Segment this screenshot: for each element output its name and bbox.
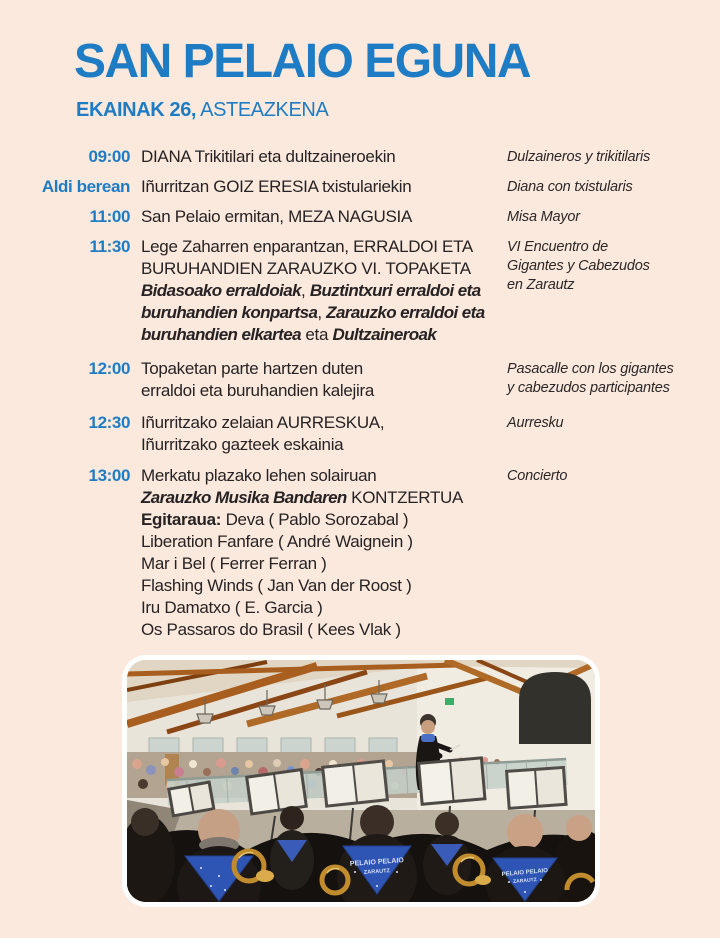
note-line: en Zarautz bbox=[507, 277, 575, 293]
group-name: buruhandien konpartsa bbox=[141, 303, 318, 322]
description-line: Lege Zaharren enparantzan, ERRALDOI ETA bbox=[141, 237, 473, 256]
bandana-text-line1: PELAIO PELAIO bbox=[349, 857, 405, 868]
concert-photo bbox=[127, 660, 595, 902]
schedule-description bbox=[141, 412, 496, 456]
schedule-time: 13:00 bbox=[88, 466, 130, 485]
schedule-description bbox=[141, 465, 496, 641]
schedule-row-1200 bbox=[0, 358, 720, 402]
schedule-note-es bbox=[507, 412, 720, 456]
description-text: KONTZERTUA bbox=[346, 488, 464, 507]
band-name: Zarauzko Musika Bandaren bbox=[141, 488, 347, 507]
horn-bell bbox=[475, 875, 491, 885]
separator: , bbox=[317, 303, 327, 322]
concert-photo-frame bbox=[122, 655, 600, 907]
description-line bbox=[141, 324, 496, 346]
schedule-description bbox=[141, 358, 496, 402]
note-line: VI Encuentro de bbox=[507, 239, 608, 255]
schedule-description bbox=[141, 176, 496, 198]
description-line: DIANA Trikitilari eta dultzaineroekin bbox=[141, 147, 396, 166]
note-line: y cabezudos participantes bbox=[507, 380, 670, 396]
description-line bbox=[141, 509, 496, 531]
schedule-note-es bbox=[507, 206, 720, 228]
schedule-description bbox=[141, 206, 496, 228]
schedule-time: 09:00 bbox=[88, 147, 130, 166]
group-name: Bidasoako erraldoiak bbox=[141, 281, 301, 300]
schedule-note-es bbox=[507, 146, 720, 168]
bandana-text-line2: ZARAUTZ bbox=[363, 868, 391, 876]
separator: eta bbox=[300, 325, 333, 344]
event-date-day: EKAINAK 26, bbox=[76, 99, 197, 121]
description-line: Merkatu plazako lehen solairuan bbox=[141, 466, 377, 485]
description-line bbox=[141, 280, 496, 302]
note-line: Pasacalle con los gigantes bbox=[507, 361, 674, 377]
description-line: BURUHANDIEN ZARAUZKO VI. TOPAKETA bbox=[141, 259, 471, 278]
schedule-row-0900 bbox=[0, 146, 720, 168]
programme-piece: Deva ( Pablo Sorozabal ) bbox=[221, 510, 409, 529]
schedule-list bbox=[0, 146, 720, 649]
horn-bell bbox=[256, 870, 274, 882]
group-name: Buztintxuri erraldoi eta bbox=[309, 281, 481, 300]
page-title: SAN PELAIO EGUNA bbox=[74, 35, 531, 88]
schedule-row-1300 bbox=[0, 465, 720, 641]
programme-piece: Iru Damatxo ( E. Garcia ) bbox=[141, 598, 323, 617]
note-line: Concierto bbox=[507, 468, 568, 484]
note-line: Diana con txistularis bbox=[507, 179, 633, 195]
note-line: Dulzaineros y trikitilaris bbox=[507, 149, 651, 165]
description-line bbox=[141, 487, 496, 509]
schedule-time: Aldi berean bbox=[41, 177, 130, 196]
schedule-note-es bbox=[507, 176, 720, 198]
programme-piece: Liberation Fanfare ( André Waignein ) bbox=[141, 532, 413, 551]
schedule-row-1130 bbox=[0, 236, 720, 346]
schedule-row-aldi-berean bbox=[0, 176, 720, 198]
group-name: Zarauzko erraldoi eta bbox=[326, 303, 485, 322]
description-line: San Pelaio ermitan, MEZA NAGUSIA bbox=[141, 207, 413, 226]
description-line bbox=[141, 302, 496, 324]
schedule-row-1230 bbox=[0, 412, 720, 456]
description-line: erraldoi eta buruhandien kalejira bbox=[141, 381, 374, 400]
schedule-row-1100 bbox=[0, 206, 720, 228]
note-line: Aurresku bbox=[507, 415, 564, 431]
programme-piece: Flashing Winds ( Jan Van der Roost ) bbox=[141, 576, 412, 595]
schedule-note-es bbox=[507, 236, 720, 346]
programme-piece: Mar i Bel ( Ferrer Ferran ) bbox=[141, 554, 327, 573]
schedule-note-es bbox=[507, 358, 720, 402]
schedule-time: 12:00 bbox=[88, 359, 130, 378]
group-name: buruhandien elkartea bbox=[141, 325, 301, 344]
description-line: Iñurritzako zelaian AURRESKUA, bbox=[141, 413, 385, 432]
event-date-weekday: ASTEAZKENA bbox=[196, 99, 329, 121]
programme-label: Egitaraua: bbox=[141, 510, 222, 529]
note-line: Gigantes y Cabezudos bbox=[507, 258, 650, 274]
bandana-text-line1: PELAIO PELAIO bbox=[501, 867, 549, 879]
arched-niche bbox=[519, 672, 591, 744]
exit-sign bbox=[445, 698, 454, 705]
concert-photo-illustration bbox=[127, 660, 595, 902]
schedule-time: 11:30 bbox=[89, 237, 130, 256]
event-date bbox=[76, 99, 328, 122]
schedule-note-es bbox=[507, 465, 720, 641]
note-line: Misa Mayor bbox=[507, 209, 580, 225]
schedule-description bbox=[141, 146, 496, 168]
bandana-text-line2: ZARAUTZ bbox=[512, 876, 537, 886]
programme-piece: Os Passaros do Brasil ( Kees Vlak ) bbox=[141, 620, 401, 639]
description-line: Iñurritzako gazteek eskainia bbox=[141, 435, 344, 454]
separator: , bbox=[300, 281, 310, 300]
description-line: Iñurritzan GOIZ ERESIA txistulariekin bbox=[141, 177, 412, 196]
group-name: Dultzaineroak bbox=[332, 325, 437, 344]
schedule-description bbox=[141, 236, 496, 346]
schedule-time: 11:00 bbox=[89, 207, 130, 226]
description-line: Topaketan parte hartzen duten bbox=[141, 359, 363, 378]
schedule-time: 12:30 bbox=[88, 413, 130, 432]
